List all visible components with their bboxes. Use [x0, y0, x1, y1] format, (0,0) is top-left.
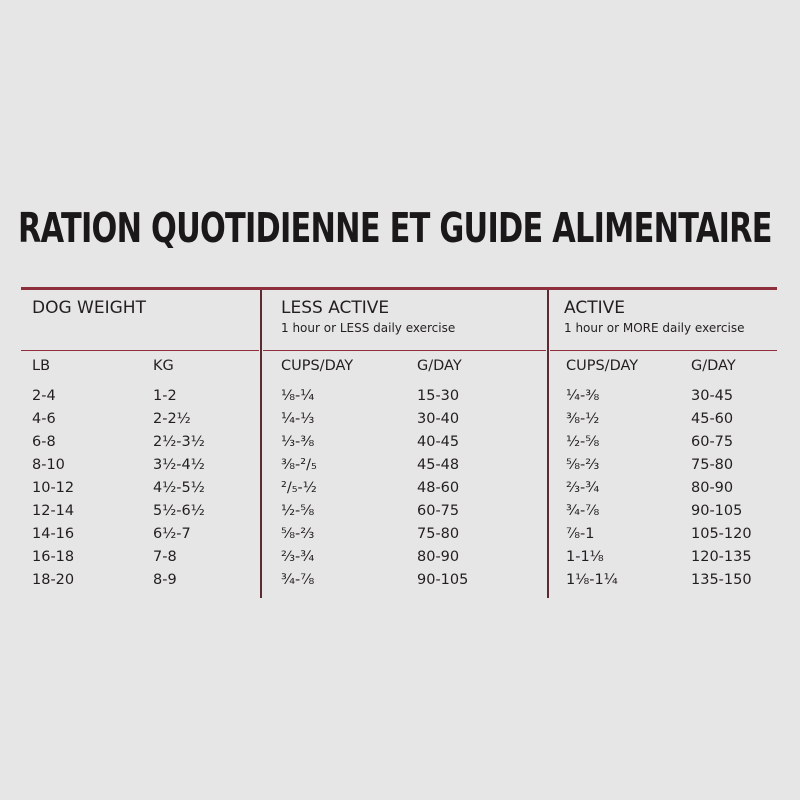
column-header-grams-less-active: G/DAY — [417, 358, 462, 374]
cell-lb: 14-16 — [32, 526, 75, 542]
cell-grams-less-active: 90-105 — [417, 572, 469, 588]
cell-grams-active: 75-80 — [691, 457, 734, 473]
table-top-rule — [21, 287, 777, 290]
group-heading-less-active: LESS ACTIVE — [281, 298, 390, 318]
table-row — [21, 432, 777, 455]
cell-lb: 2-4 — [32, 388, 56, 404]
group-heading-dog-weight: DOG WEIGHT — [32, 298, 146, 318]
cell-lb: 18-20 — [32, 572, 75, 588]
cell-cups-less-active: ⅔-¾ — [281, 549, 315, 565]
cell-kg: 5½-6½ — [153, 503, 205, 519]
cell-grams-active: 120-135 — [691, 549, 752, 565]
header-rule-active — [550, 350, 777, 351]
cell-kg: 6½-7 — [153, 526, 191, 542]
table-row — [21, 570, 777, 593]
cell-lb: 16-18 — [32, 549, 75, 565]
cell-cups-active: ⅜-½ — [566, 411, 600, 427]
cell-cups-less-active: ²/₅-½ — [281, 480, 317, 496]
cell-grams-active: 45-60 — [691, 411, 734, 427]
table-row — [21, 478, 777, 501]
cell-cups-active: ⅔-¾ — [566, 480, 600, 496]
table-row — [21, 455, 777, 478]
cell-grams-less-active: 45-48 — [417, 457, 460, 473]
cell-cups-active: 1⅛-1¼ — [566, 572, 618, 588]
cell-cups-less-active: ½-⅝ — [281, 503, 315, 519]
table-row — [21, 501, 777, 524]
cell-kg: 2½-3½ — [153, 434, 205, 450]
table-row — [21, 409, 777, 432]
cell-grams-active: 60-75 — [691, 434, 734, 450]
cell-cups-active: ¼-⅜ — [566, 388, 600, 404]
cell-cups-active: ⅞-1 — [566, 526, 595, 542]
cell-grams-less-active: 48-60 — [417, 480, 460, 496]
column-header-kg: KG — [153, 358, 174, 374]
cell-kg: 8-9 — [153, 572, 177, 588]
cell-kg: 3½-4½ — [153, 457, 205, 473]
cell-kg: 2-2½ — [153, 411, 191, 427]
cell-lb: 4-6 — [32, 411, 56, 427]
column-header-cups-active: CUPS/DAY — [566, 358, 639, 374]
header-rule-weight — [21, 350, 259, 351]
cell-grams-less-active: 80-90 — [417, 549, 460, 565]
cell-lb: 6-8 — [32, 434, 56, 450]
column-header-lb: LB — [32, 358, 51, 374]
cell-lb: 10-12 — [32, 480, 75, 496]
feeding-table — [21, 287, 777, 600]
header-rule-less-active — [263, 350, 546, 351]
cell-grams-less-active: 75-80 — [417, 526, 460, 542]
cell-grams-active: 135-150 — [691, 572, 752, 588]
cell-grams-less-active: 30-40 — [417, 411, 460, 427]
cell-grams-less-active: 15-30 — [417, 388, 460, 404]
cell-cups-less-active: ⅝-⅔ — [281, 526, 315, 542]
cell-grams-active: 105-120 — [691, 526, 752, 542]
cell-cups-less-active: ⅛-¼ — [281, 388, 315, 404]
column-header-grams-active: G/DAY — [691, 358, 736, 374]
table-row — [21, 524, 777, 547]
cell-cups-active: ¾-⅞ — [566, 503, 600, 519]
cell-cups-active: 1-1⅛ — [566, 549, 604, 565]
cell-lb: 8-10 — [32, 457, 65, 473]
group-subheading-active: 1 hour or MORE daily exercise — [564, 321, 745, 335]
group-heading-active: ACTIVE — [564, 298, 625, 318]
cell-grams-less-active: 60-75 — [417, 503, 460, 519]
cell-kg: 4½-5½ — [153, 480, 205, 496]
page-title: RATION QUOTIDIENNE ET GUIDE ALIMENTAIRE — [18, 204, 772, 252]
cell-cups-less-active: ⅓-⅜ — [281, 434, 315, 450]
table-row — [21, 547, 777, 570]
cell-lb: 12-14 — [32, 503, 75, 519]
table-row — [21, 386, 777, 409]
cell-kg: 7-8 — [153, 549, 177, 565]
cell-grams-active: 80-90 — [691, 480, 734, 496]
cell-cups-active: ½-⅝ — [566, 434, 600, 450]
cell-cups-less-active: ¾-⅞ — [281, 572, 315, 588]
column-header-cups-less-active: CUPS/DAY — [281, 358, 354, 374]
cell-cups-less-active: ⅜-²/₅ — [281, 457, 317, 473]
cell-kg: 1-2 — [153, 388, 177, 404]
cell-grams-less-active: 40-45 — [417, 434, 460, 450]
cell-grams-active: 30-45 — [691, 388, 734, 404]
cell-cups-active: ⅝-⅔ — [566, 457, 600, 473]
cell-cups-less-active: ¼-⅓ — [281, 411, 315, 427]
cell-grams-active: 90-105 — [691, 503, 743, 519]
group-subheading-less-active: 1 hour or LESS daily exercise — [281, 321, 456, 335]
